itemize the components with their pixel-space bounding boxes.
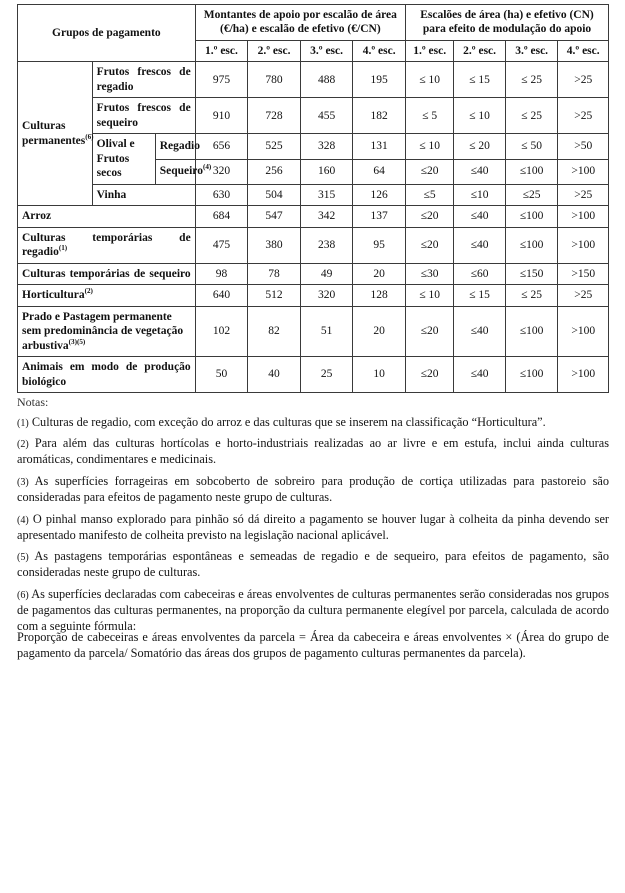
cell-value: 328 bbox=[300, 134, 353, 159]
cell-value: 51 bbox=[300, 306, 353, 356]
table-row bbox=[18, 285, 609, 306]
cell-value: 160 bbox=[300, 159, 353, 184]
cell-value: ≤ 10 bbox=[405, 285, 453, 306]
note-marker: (2) bbox=[17, 439, 29, 451]
note-item-4 bbox=[17, 512, 609, 544]
cell-value: >25 bbox=[558, 184, 609, 205]
cell-value: 238 bbox=[300, 227, 353, 263]
header-sub-col-1: 1.º esc. bbox=[195, 40, 248, 61]
header-sub-col-3: 3.º esc. bbox=[300, 40, 353, 61]
cell-value: 20 bbox=[353, 306, 406, 356]
section-label-culturas-permanentes bbox=[18, 62, 93, 206]
cell-value: 256 bbox=[248, 159, 301, 184]
cell-value: ≤ 25 bbox=[505, 62, 558, 98]
row-label-horticultura bbox=[18, 285, 196, 306]
cell-value: 640 bbox=[195, 285, 248, 306]
notes-title: Notas: bbox=[17, 395, 49, 410]
header-sub-col-6: 2.º esc. bbox=[454, 40, 506, 61]
note-item-3 bbox=[17, 474, 609, 506]
cell-value: ≤40 bbox=[454, 357, 506, 393]
cell-value: 525 bbox=[248, 134, 301, 159]
cell-value: ≤25 bbox=[505, 184, 558, 205]
row-label-footnote: (3)(5) bbox=[68, 337, 86, 346]
header-escaloes-area-efetivo: Escalões de área (ha) e efetivo (CN) para efeito de modulação do apoio bbox=[405, 5, 608, 41]
cell-value: 78 bbox=[248, 263, 301, 284]
note-marker: (4) bbox=[17, 514, 29, 526]
cell-value: ≤40 bbox=[454, 159, 506, 184]
cell-value: ≤100 bbox=[505, 306, 558, 356]
header-montantes-de-apoio: Montantes de apoio por escalão de área (€/ha) e escalão de efetivo (€/CN) bbox=[195, 5, 405, 41]
cell-value: >25 bbox=[558, 285, 609, 306]
cell-value: ≤ 25 bbox=[505, 98, 558, 134]
cell-value: 64 bbox=[353, 159, 406, 184]
table-row bbox=[18, 357, 609, 393]
cell-value: 195 bbox=[353, 62, 406, 98]
cell-value: ≤30 bbox=[405, 263, 453, 284]
section-label-text: Culturas permanentes bbox=[22, 120, 86, 147]
note-text: O pinhal manso explorado para pinhão só dá direito a pagamento se houver lugar à colheita da pinha devendo ser apresentado manifesto de colheita previsto na legislação nacional aplicável. bbox=[17, 511, 609, 542]
cell-value: 25 bbox=[300, 357, 353, 393]
cell-value: 40 bbox=[248, 357, 301, 393]
cell-value: ≤ 10 bbox=[405, 134, 453, 159]
cell-value: 137 bbox=[353, 206, 406, 227]
cell-value: 342 bbox=[300, 206, 353, 227]
section-label-footnote: (6) bbox=[85, 133, 94, 142]
cell-value: ≤ 50 bbox=[505, 134, 558, 159]
header-grupos-de-pagamento: Grupos de pagamento bbox=[18, 5, 196, 62]
header-sub-col-8: 4.º esc. bbox=[558, 40, 609, 61]
cell-value: ≤ 10 bbox=[454, 98, 506, 134]
cell-value: 512 bbox=[248, 285, 301, 306]
note-item-6 bbox=[17, 587, 609, 634]
cell-value: ≤10 bbox=[454, 184, 506, 205]
cell-value: 82 bbox=[248, 306, 301, 356]
note-text: As superfícies declaradas com cabeceiras e áreas envolventes de culturas permanentes serão consideradas nos grupos de pagamentos das culturas permanentes, na proporção da cultura permanente elegível por parcela, calculada de acordo com a seguinte fórmula: bbox=[17, 587, 609, 633]
note-marker: (3) bbox=[17, 477, 29, 489]
note-text: As superfícies forrageiras em sobcoberto de sobreiro para produção de cortiça utilizadas para pastoreio são consideradas para efeitos de pagamento neste grupo de culturas. bbox=[17, 474, 609, 505]
cell-value: 630 bbox=[195, 184, 248, 205]
cell-value: 380 bbox=[248, 227, 301, 263]
row-label-prado-pastagem bbox=[18, 306, 196, 356]
cell-value: 102 bbox=[195, 306, 248, 356]
cell-value: >150 bbox=[558, 263, 609, 284]
row-label-footnote: (1) bbox=[58, 244, 68, 253]
cell-value: ≤20 bbox=[405, 159, 453, 184]
cell-value: >100 bbox=[558, 206, 609, 227]
cell-value: ≤20 bbox=[405, 357, 453, 393]
cell-value: 910 bbox=[195, 98, 248, 134]
cell-value: ≤5 bbox=[405, 184, 453, 205]
cell-value: 656 bbox=[195, 134, 248, 159]
cell-value: ≤150 bbox=[505, 263, 558, 284]
cell-value: >50 bbox=[558, 134, 609, 159]
note-text: Culturas de regadio, com exceção do arroz e das culturas que se inserem na classificação “Horticultura”. bbox=[31, 414, 546, 429]
cell-value: >100 bbox=[558, 159, 609, 184]
row-label-sequeiro bbox=[155, 159, 212, 184]
table-row bbox=[18, 98, 609, 134]
row-label-culturas-temporarias-regadio bbox=[18, 227, 196, 263]
note-item-5 bbox=[17, 549, 609, 581]
cell-value: ≤40 bbox=[454, 227, 506, 263]
note-marker: (5) bbox=[17, 552, 29, 564]
table-header bbox=[18, 5, 609, 62]
note-text: As pastagens temporárias espontâneas e semeadas de regadio e de sequeiro, para efeitos de pagamento, são consideradas neste grupo de culturas. bbox=[17, 549, 609, 580]
cell-value: 320 bbox=[195, 159, 248, 184]
table-row bbox=[18, 263, 609, 284]
table-row bbox=[18, 134, 609, 159]
payment-groups-table bbox=[17, 4, 609, 393]
cell-value: 547 bbox=[248, 206, 301, 227]
row-label-vinha: Vinha bbox=[92, 184, 195, 205]
cell-value: 455 bbox=[300, 98, 353, 134]
cell-value: 504 bbox=[248, 184, 301, 205]
cell-value: ≤60 bbox=[454, 263, 506, 284]
cell-value: 315 bbox=[300, 184, 353, 205]
cell-value: ≤ 10 bbox=[405, 62, 453, 98]
cell-value: ≤100 bbox=[505, 227, 558, 263]
row-label-culturas-temporarias-sequeiro: Culturas temporárias de sequeiro bbox=[18, 263, 196, 284]
cell-value: ≤ 20 bbox=[454, 134, 506, 159]
cell-value: ≤100 bbox=[505, 206, 558, 227]
cell-value: 488 bbox=[300, 62, 353, 98]
cell-value: 20 bbox=[353, 263, 406, 284]
cell-value: 320 bbox=[300, 285, 353, 306]
cell-value: ≤20 bbox=[405, 206, 453, 227]
header-sub-col-4: 4.º esc. bbox=[353, 40, 406, 61]
cell-value: ≤20 bbox=[405, 227, 453, 263]
cell-value: >25 bbox=[558, 98, 609, 134]
cell-value: >100 bbox=[558, 357, 609, 393]
cell-value: ≤ 25 bbox=[505, 285, 558, 306]
cell-value: ≤ 15 bbox=[454, 285, 506, 306]
cell-value: 728 bbox=[248, 98, 301, 134]
header-row-groups bbox=[18, 5, 609, 41]
cell-value: 10 bbox=[353, 357, 406, 393]
note-text: Para além das culturas hortícolas e horto-industriais realizadas ao ar livre e em estufa, inclui ainda culturas aromáticas, condimentares e medicinais. bbox=[17, 436, 609, 467]
note-item-1 bbox=[17, 415, 609, 431]
row-label-footnote: (4) bbox=[202, 163, 212, 172]
cell-value: ≤100 bbox=[505, 159, 558, 184]
row-label-text: Horticultura bbox=[22, 289, 85, 302]
cell-value: 95 bbox=[353, 227, 406, 263]
cell-value: 49 bbox=[300, 263, 353, 284]
table-row bbox=[18, 227, 609, 263]
cell-value: 475 bbox=[195, 227, 248, 263]
table-body bbox=[18, 62, 609, 393]
cell-value: ≤100 bbox=[505, 357, 558, 393]
cell-value: 50 bbox=[195, 357, 248, 393]
row-label-frutos-frescos-sequeiro: Frutos frescos de sequeiro bbox=[92, 98, 195, 134]
cell-value: 126 bbox=[353, 184, 406, 205]
cell-value: 182 bbox=[353, 98, 406, 134]
row-label-text: Prado e Pastagem permanente sem predominância de vegetação arbustiva bbox=[22, 310, 184, 352]
cell-value: 975 bbox=[195, 62, 248, 98]
header-sub-col-2: 2.º esc. bbox=[248, 40, 301, 61]
cell-value: 684 bbox=[195, 206, 248, 227]
row-label-animais-producao-biologica: Animais em modo de produção biológico bbox=[18, 357, 196, 393]
table-row bbox=[18, 184, 609, 205]
note-item-2 bbox=[17, 436, 609, 468]
cell-value: ≤20 bbox=[405, 306, 453, 356]
cell-value: >25 bbox=[558, 62, 609, 98]
cell-value: ≤40 bbox=[454, 206, 506, 227]
row-label-frutos-frescos-regadio: Frutos frescos de regadio bbox=[92, 62, 195, 98]
row-label-arroz: Arroz bbox=[18, 206, 196, 227]
note-marker: (6) bbox=[17, 590, 29, 602]
cell-value: >100 bbox=[558, 306, 609, 356]
row-label-text: Sequeiro bbox=[159, 165, 203, 178]
cell-value: 780 bbox=[248, 62, 301, 98]
row-label-footnote: (2) bbox=[84, 287, 93, 296]
note-marker: (1) bbox=[17, 417, 29, 429]
row-group-label-olival-frutos-secos: Olival e Frutos secos bbox=[92, 134, 155, 184]
row-label-text: Culturas temporárias de regadio bbox=[22, 231, 191, 259]
cell-value: ≤ 15 bbox=[454, 62, 506, 98]
cell-value: 128 bbox=[353, 285, 406, 306]
cell-value: 98 bbox=[195, 263, 248, 284]
header-sub-col-5: 1.º esc. bbox=[405, 40, 453, 61]
table-row bbox=[18, 306, 609, 356]
cell-value: 131 bbox=[353, 134, 406, 159]
row-label-regadio: Regadio bbox=[155, 134, 195, 159]
table-row bbox=[18, 62, 609, 98]
note-formula: Proporção de cabeceiras e áreas envolventes da parcela = Área da cabeceira e áreas envolventes × (Área do grupo de pagamento da parcela/ Somatório das áreas dos grupos de pagamento culturas permanentes da parcela). bbox=[17, 630, 609, 661]
header-sub-col-7: 3.º esc. bbox=[505, 40, 558, 61]
table-row bbox=[18, 206, 609, 227]
cell-value: ≤40 bbox=[454, 306, 506, 356]
notes-section bbox=[17, 395, 609, 662]
cell-value: >100 bbox=[558, 227, 609, 263]
cell-value: ≤ 5 bbox=[405, 98, 453, 134]
